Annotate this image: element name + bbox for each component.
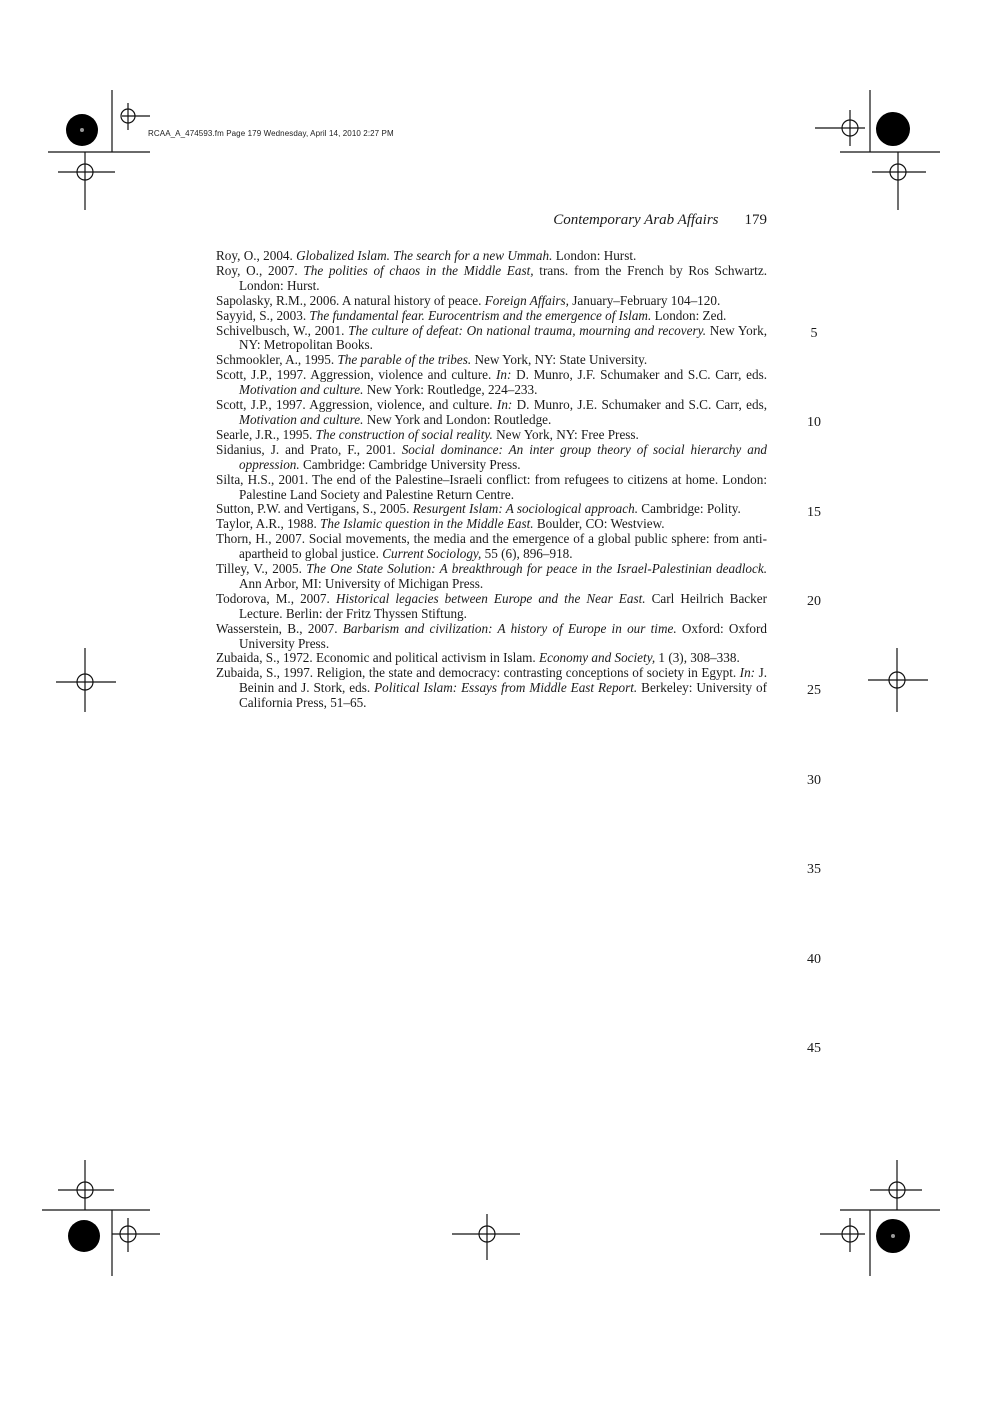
reference-author: Scott, J.P., 1997. Aggression, violence and culture. <box>216 367 496 383</box>
reference-title: The One State Solution: A breakthrough for peace in the Israel-Palestinian deadlock. <box>306 561 767 577</box>
journal-title: Contemporary Arab Affairs <box>553 212 719 228</box>
reference-entry <box>216 562 767 592</box>
slug-line: RCAA_A_474593.fm Page 179 Wednesday, April 14, 2010 2:27 PM <box>148 129 394 138</box>
reference-title: In: <box>496 397 513 413</box>
reference-title: Current Sociology, <box>382 546 482 562</box>
reference-author: Zubaida, S., 1997. Religion, the state and democracy: contrasting conceptions of society in Egypt. <box>216 665 740 681</box>
reference-title: The culture of defeat: On national trauma, mourning and recovery. <box>348 322 707 338</box>
reference-title: Globalized Islam. The search for a new Ummah. <box>296 248 553 263</box>
page-number: 179 <box>744 212 767 228</box>
reference-entry <box>216 324 767 354</box>
reference-title2: Motivation and culture. <box>239 382 364 398</box>
reference-author: Sidanius, J. and Prato, F., 2001. <box>216 441 402 457</box>
reference-rest: London: Zed. <box>651 307 727 323</box>
reference-author: Roy, O., 2007. <box>216 262 304 278</box>
line-number: 45 <box>807 1041 821 1056</box>
reference-entry <box>216 249 767 264</box>
line-number: 5 <box>810 326 818 341</box>
reference-rest2: New York and London: Routledge. <box>363 411 552 427</box>
reference-author: Taylor, A.R., 1988. <box>216 516 321 532</box>
reference-rest: Cambridge: Polity. <box>638 501 741 517</box>
reference-title: Foreign Affairs, <box>484 292 569 308</box>
line-number: 15 <box>807 505 821 520</box>
reference-author: Wasserstein, B., 2007. <box>216 620 343 636</box>
reference-entry <box>216 502 767 517</box>
reference-entry <box>216 294 767 309</box>
reference-entry <box>216 309 767 324</box>
reference-title: The Islamic question in the Middle East. <box>320 516 534 532</box>
reference-title: The fundamental fear. Eurocentrism and the emergence of Islam. <box>309 307 652 323</box>
reference-entry <box>216 517 767 532</box>
reference-title: In: <box>496 367 512 383</box>
reference-rest: New York, NY: Free Press. <box>492 426 639 442</box>
reference-entry <box>216 428 767 443</box>
reference-rest: London: Hurst. <box>552 248 637 263</box>
reference-author: Schmookler, A., 1995. <box>216 352 338 368</box>
reference-list <box>216 249 767 711</box>
line-number: 40 <box>807 952 821 967</box>
reference-author: Roy, O., 2004. <box>216 248 297 263</box>
reference-title: Economy and Society, <box>539 650 656 666</box>
running-head <box>430 212 767 229</box>
reference-rest: Carl Heilrich Backer Lecture. Berlin: der Fritz Thyssen Stiftung. <box>239 590 767 621</box>
reference-entry <box>216 264 767 294</box>
reference-entry <box>216 532 767 562</box>
line-number: 30 <box>807 773 821 788</box>
reference-entry <box>216 651 767 666</box>
reference-author: Tilley, V., 2005. <box>216 561 307 577</box>
reference-rest: D. Munro, J.E. Schumaker and S.C. Carr, eds, <box>512 397 768 413</box>
reference-title: Barbarism and civilization: A history of Europe in our time. <box>342 620 677 636</box>
reference-rest: J. Beinin and J. Stork, eds. <box>239 665 767 696</box>
reference-rest2: New York: Routledge, 224–233. <box>363 382 538 398</box>
reference-author: Searle, J.R., 1995. <box>216 426 316 442</box>
reference-author: Scott, J.P., 1997. Aggression, violence, and culture. <box>216 397 497 413</box>
reference-rest: Oxford: Oxford University Press. <box>239 620 767 651</box>
reference-author: Schivelbusch, W., 2001. <box>216 322 349 338</box>
reference-author: Sutton, P.W. and Vertigans, S., 2005. <box>216 501 413 517</box>
reference-title: In: <box>739 665 756 681</box>
reference-author: Zubaida, S., 1972. Economic and political activism in Islam. <box>216 650 540 666</box>
reference-title: Social dominance: An inter group theory of social hierarchy and oppression. <box>239 441 768 472</box>
reference-entry <box>216 368 767 398</box>
line-number: 25 <box>807 683 821 698</box>
reference-entry <box>216 443 767 473</box>
reference-title: Historical legacies between Europe and the Near East. <box>335 590 646 606</box>
reference-rest2: Berkeley: University of California Press, 51–65. <box>239 680 767 711</box>
reference-rest: Ann Arbor, MI: University of Michigan Press. <box>239 575 484 591</box>
reference-title: The polities of chaos in the Middle East, <box>303 262 534 278</box>
reference-entry <box>216 398 767 428</box>
reference-author: Todorova, M., 2007. <box>216 590 336 606</box>
reference-entry <box>216 353 767 368</box>
line-number: 20 <box>807 594 821 609</box>
reference-title2: Political Islam: Essays from Middle East Report. <box>374 680 638 696</box>
reference-rest: New York, NY: Metropolitan Books. <box>239 322 767 353</box>
reference-author: Sapolasky, R.M., 2006. A natural history of peace. <box>216 292 485 308</box>
reference-rest: trans. from the French by Ros Schwartz. London: Hurst. <box>239 262 767 293</box>
reference-entry <box>216 473 767 503</box>
reference-rest: Cambridge: Cambridge University Press. <box>299 456 521 472</box>
reference-rest: 55 (6), 896–918. <box>481 546 573 562</box>
reference-title2: Motivation and culture. <box>239 411 364 427</box>
reference-author: Silta, H.S., 2001. The end of the Palestine–Israeli conflict: from refugees to citizens at home. <box>216 471 719 487</box>
reference-title: Resurgent Islam: A sociological approach. <box>412 501 638 517</box>
reference-entry <box>216 622 767 652</box>
reference-author: Sayyid, S., 2003. <box>216 307 310 323</box>
reference-rest: Boulder, CO: Westview. <box>533 516 665 532</box>
line-number: 10 <box>807 415 821 430</box>
reference-title: The construction of social reality. <box>315 426 493 442</box>
reference-author: Thorn, H., 2007. Social movements, the media and the emergence of a global public sphere: from anti-apartheid to global justice. <box>216 531 767 562</box>
line-number: 35 <box>807 862 821 877</box>
reference-entry <box>216 592 767 622</box>
reference-title: The parable of the tribes. <box>337 352 472 368</box>
reference-entry <box>216 666 767 711</box>
reference-rest: 1 (3), 308–338. <box>655 650 740 666</box>
reference-rest: January–February 104–120. <box>568 292 721 308</box>
reference-rest: London: Palestine Land Society and Palestine Return Centre. <box>239 471 767 502</box>
reference-rest: New York, NY: State University. <box>471 352 648 368</box>
reference-rest: D. Munro, J.F. Schumaker and S.C. Carr, eds. <box>511 367 768 383</box>
